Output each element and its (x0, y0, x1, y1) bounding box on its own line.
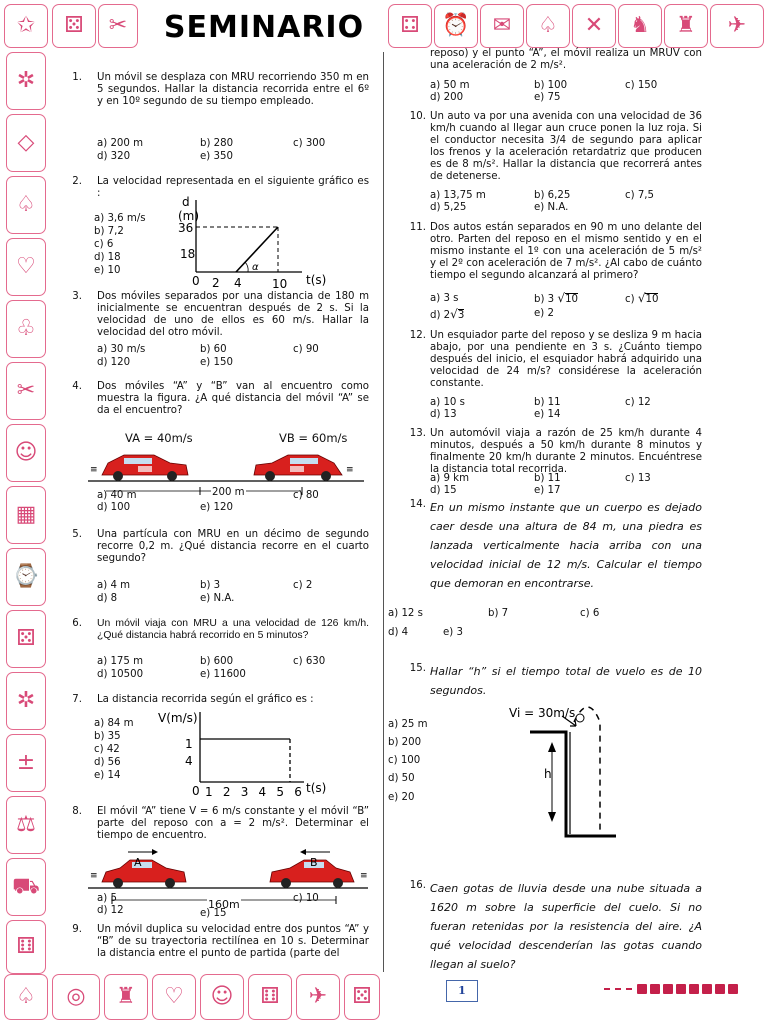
option-e: e) 15 (200, 908, 227, 919)
question-text: Un móvil viaja con MRU a una velocidad de 126 km/h. ¿Qué distancia habrá recorrido en 5 minutos? (97, 618, 369, 642)
option-a: a) 40 m (97, 490, 137, 501)
option-c: c) 150 (625, 80, 658, 91)
svg-text:≡: ≡ (346, 465, 354, 475)
velocity-time-graph (152, 706, 334, 802)
option-b: b) 11 (534, 473, 561, 484)
option-d: d) 10500 (97, 669, 144, 680)
svg-text:≡: ≡ (90, 871, 98, 881)
option-b: b) 7 (488, 608, 509, 619)
calculator-icon: ▦ (6, 486, 46, 544)
dice-icon: ⚄ (52, 4, 96, 48)
tick-label-0: 0 (192, 274, 200, 288)
option-a: a) 13,75 m (430, 190, 486, 201)
option-c: c) 100 (388, 755, 421, 766)
spades-icon: ♤ (4, 974, 48, 1020)
option-c: c) 6 (94, 239, 114, 250)
option-a: a) 9 km (430, 473, 469, 484)
question-number: 12. (409, 330, 426, 341)
option-c: c) 12 (625, 397, 651, 408)
question-text: Un auto va por una avenida con una velocidad de 36 km/h cuando al llegar aun cruce ponen la luz roja. Si el conductor necesita 3/4 de segundo para aplicar los frenos y la aceleración retardatriz que producen es de 8 m/s². Hallar la distancia que recorrerá antes de detenerse. (430, 111, 702, 183)
heart-icon: ♡ (6, 238, 46, 296)
axis-label-t: t(s) (306, 781, 327, 795)
distance-label: 160m (208, 898, 240, 911)
question-text: Un automóvil viaja a razón de 25 km/h durante 4 minutos, después a 50 km/h durante 8 minutos y finalmente 20 km/h durante 2 minutos. Encuéntrese la distancia total recorrida. (430, 428, 702, 476)
axis-label-v: V(m/s) (158, 711, 198, 725)
question-text: Caen gotas de lluvia desde una nube situada a 1620 m sobre la superficie del cuelo. Si no fueran retenidas por la resistencia del aire. ¿A qué velocidad descenderían las gotas cuando llegan al suelo? (430, 882, 702, 971)
question-number: 3. (72, 291, 82, 302)
fingerprint-icon: ◎ (52, 974, 100, 1020)
stars-icon: ✩ (4, 4, 48, 48)
option-d: d) 100 (97, 502, 131, 513)
decorative-border-top (0, 0, 768, 52)
initial-velocity-label: Vi = 30m/s (509, 706, 576, 720)
scales-icon: ⚖ (6, 796, 46, 854)
option-a: a) 25 m (388, 719, 428, 730)
height-label: h (544, 767, 552, 781)
tick-label-4: 4 (234, 276, 242, 290)
axis-label-m: (m) (178, 209, 200, 223)
option-e: e) 75 (534, 92, 561, 103)
question-number: 13. (409, 428, 426, 439)
option-e: e) 11600 (200, 669, 246, 680)
option-b: b) 3 √10 (534, 291, 579, 305)
car-b (254, 455, 342, 481)
question-number: 2. (72, 176, 82, 187)
question-text: Un móvil duplica su velocidad entre dos puntos “A” y “B” de su trayectoria rectilínea en 10 s. Determinar la distancia entre el punto de partida (parte del (97, 924, 369, 960)
option-e: e) N.A. (200, 593, 235, 604)
option-b: b) 11 (534, 397, 561, 408)
option-c: c) 80 (293, 490, 319, 501)
angle-label: α (252, 262, 259, 273)
car-a-label: A (134, 856, 142, 869)
option-b: b) 280 (200, 138, 234, 149)
scissors-icon: ✂ (98, 4, 138, 48)
smiley-icon: ☺ (200, 974, 244, 1020)
question-number: 14. (409, 499, 426, 510)
root-value: 3 (457, 310, 465, 321)
velocity-b-label: VB = 60m/s (279, 431, 348, 445)
question-text: Dos móviles separados por una distancia de 180 m inicialmente se encuentran después de 2 s. Si la velocidad de uno de ellos es 60 m/s. Hallar la velocidad del otro móvil. (97, 291, 369, 339)
tick-labels-x: 1 2 3 4 5 6 (205, 785, 306, 799)
option-e: e) 120 (200, 502, 233, 513)
question-text: La velocidad representada en el siguiente gráfico es : (97, 176, 369, 200)
question-text: Un móvil se desplaza con MRU recorriendo 350 m en 5 segundos. Hallar la distancia recorrida entre el 6º y en 10º segundo de su tiempo empleado. (97, 72, 369, 108)
distance-label: 200 m (212, 487, 245, 498)
question-number: 7. (72, 694, 82, 705)
option-a: a) 50 m (430, 80, 470, 91)
option-a: a) 10 s (430, 397, 465, 408)
dice-icon: ⚅ (248, 974, 292, 1020)
bird-icon: ✈ (710, 4, 764, 48)
dice-icon: ⚃ (388, 4, 432, 48)
option-e: e) 14 (94, 770, 121, 781)
tick-label-36: 36 (178, 221, 194, 235)
option-c: c) 2 (293, 580, 313, 591)
option-e: e) 20 (388, 792, 415, 803)
diamond-icon: ◇ (6, 114, 46, 172)
scissors-icon: ✂ (6, 362, 46, 420)
spades-icon: ♤ (526, 4, 570, 48)
web-icon: ✲ (6, 672, 46, 730)
option-e: e) 350 (200, 151, 233, 162)
column-divider (383, 52, 384, 972)
option-c: c) 630 (293, 656, 326, 667)
tick-label-4: 4 (185, 754, 193, 768)
option-c: c) √10 (625, 291, 659, 305)
spades-icon: ♤ (6, 176, 46, 234)
chess-knight-icon: ♞ (618, 4, 662, 48)
option-c: c) 7,5 (625, 190, 655, 201)
axis-label-t: t(s) (306, 273, 327, 287)
clubs-icon: ♧ (6, 300, 46, 358)
option-a: a) 175 m (97, 656, 144, 667)
option-b: b) 60 (200, 344, 227, 355)
watch-icon: ⌚ (6, 548, 46, 606)
option-d: d) 13 (430, 409, 457, 420)
option-d: d) 50 (388, 773, 415, 784)
option-b: b) 600 (200, 656, 234, 667)
web-icon: ✲ (6, 52, 46, 110)
option-b: b) 35 (94, 731, 121, 742)
question-text: Dos móviles “A” y “B” van al encuentro como muestra la figura. ¿A qué distancia del móvil “A” se da el encuentro? (97, 381, 369, 417)
decorative-border-bottom (0, 972, 768, 1024)
question-text: El móvil “A” tiene V = 6 m/s constante y el móvil “B” parte del reposo con a = 2 m/s². Determinar el tiempo de encuentro. (97, 806, 369, 842)
option-a: a) 3 s (430, 293, 459, 304)
car-b-label: B (310, 856, 318, 869)
question-text: La distancia recorrida según el gráfico es : (97, 694, 314, 705)
question-text: En un mismo instante que un cuerpo es dejado caer desde una altura de 84 m, una piedra es lanzada verticalmente hacia arriba con una velocidad inicial de 12 m/s. Calcular el tiempo que demoran en encontrarse. (430, 501, 702, 590)
option-e: e) 17 (534, 485, 561, 496)
matches-icon: ✕ (572, 4, 616, 48)
question-number: 16. (409, 880, 426, 891)
option-d: d) 56 (94, 757, 121, 768)
option-b: b) 7,2 (94, 226, 124, 237)
distance-time-graph (170, 190, 330, 292)
velocity-a-label: VA = 40m/s (125, 431, 193, 445)
option-a: a) 12 s (388, 608, 423, 619)
tick-label-2: 2 (212, 276, 220, 290)
cliff-projectile-figure (500, 696, 620, 846)
car-icon: ⛟ (6, 858, 46, 916)
dice-icon: ⚅ (6, 920, 46, 974)
option-c: c) 300 (293, 138, 326, 149)
question-number: 6. (72, 618, 82, 629)
svg-text:≡: ≡ (360, 871, 368, 881)
root-value: 10 (645, 294, 659, 305)
sunglasses-face-icon: ☺ (6, 424, 46, 482)
axis-label-d: d (182, 195, 190, 209)
option-a: a) 30 m/s (97, 344, 146, 355)
option-e: e) 150 (200, 357, 233, 368)
option-b: b) 200 (388, 737, 422, 748)
option-d: d) 8 (97, 593, 118, 604)
option-d: d) 320 (97, 151, 131, 162)
question-text: Dos autos están separados en 90 m uno delante del otro. Parten del reposo en el mismo sentido y en el mismo instante el 1º con una aceleración de 5 m/s² y el 2º con aceleración de 7 m/s². ¿Al cabo de cuánto tiempo el segundo alcanzará al primero? (430, 222, 702, 282)
option-d: d) 120 (97, 357, 131, 368)
question-number: 11. (409, 222, 426, 233)
option-d: d) 15 (430, 485, 457, 496)
page-title: SEMINARIO (163, 10, 365, 46)
chess-pieces-icon: ♜ (104, 974, 148, 1020)
page-title-box (140, 8, 388, 48)
dice-icon: ⚄ (6, 610, 46, 668)
tick-label-1: 1 (185, 737, 193, 751)
option-a: a) 200 m (97, 138, 144, 149)
question-text: Una partícula con MRU en un décimo de segundo recorre 0,2 m. ¿Qué distancia recorre en el cuarto segundo? (97, 529, 369, 565)
option-a: a) 84 m (94, 718, 134, 729)
question-number: 10. (409, 111, 426, 122)
option-c: c) 10 (293, 893, 319, 904)
option-a: a) 3,6 m/s (94, 213, 146, 224)
svg-text:≡: ≡ (90, 465, 98, 475)
car-a (102, 860, 186, 888)
option-d: d) 18 (94, 252, 121, 263)
tick-label-0: 0 (192, 784, 200, 798)
question-number: 8. (72, 806, 82, 817)
option-a: a) 5 (97, 893, 117, 904)
option-d: d) 5,25 (430, 202, 467, 213)
option-d: d) 4 (388, 627, 409, 638)
root-value: 10 (565, 294, 579, 305)
two-cars-figure-2 (84, 846, 374, 904)
math-operators-icon: ± (6, 734, 46, 792)
question-number: 9. (72, 924, 82, 935)
tick-label-10: 10 (272, 277, 288, 291)
option-e: e) 3 (443, 627, 463, 638)
decorative-border-left (0, 52, 52, 974)
question-text: Hallar “h” si el tiempo total de vuelo es de 10 segundos. (430, 665, 702, 697)
question-text: reposo) y el punto “A”, el móvil realiza un MRUV con una aceleración de 2 m/s². (430, 48, 702, 72)
bird-icon: ✈ (296, 974, 340, 1020)
question-number: 5. (72, 529, 82, 540)
option-c: c) 13 (625, 473, 651, 484)
alarm-clock-icon: ⏰ (434, 4, 478, 48)
option-c: c) 90 (293, 344, 319, 355)
tick-label-18: 18 (180, 247, 196, 261)
envelope-icon: ✉ (480, 4, 524, 48)
option-b: b) 6,25 (534, 190, 571, 201)
option-e: e) 10 (94, 265, 121, 276)
option-b: b) 100 (534, 80, 568, 91)
question-number: 4. (72, 381, 82, 392)
option-a: a) 4 m (97, 580, 131, 591)
option-e: e) N.A. (534, 202, 569, 213)
dice-icon: ⚄ (344, 974, 380, 1020)
option-b: b) 3 (200, 580, 221, 591)
option-e: e) 2 (534, 308, 554, 319)
option-c: c) 42 (94, 744, 120, 755)
page-number: 1 (446, 980, 478, 1002)
question-number: 15. (409, 663, 426, 674)
car-a (102, 455, 188, 481)
decorative-dashes (604, 984, 738, 994)
chess-rook-icon: ♜ (664, 4, 708, 48)
option-e: e) 14 (534, 409, 561, 420)
option-c: c) 6 (580, 608, 600, 619)
option-d: d) 200 (430, 92, 464, 103)
question-number: 1. (72, 72, 82, 83)
option-d: d) 12 (97, 905, 124, 916)
question-text: Un esquiador parte del reposo y se desliza 9 m hacia abajo, por una pendiente en 3 s. ¿Cuánto tiempo después del inicio, el esquiador habrá adquirido una velocidad de 24 m/s? considérese la aceleración constante. (430, 330, 702, 390)
option-d: d) 2√3 (430, 307, 465, 321)
heart-icon: ♡ (152, 974, 196, 1020)
